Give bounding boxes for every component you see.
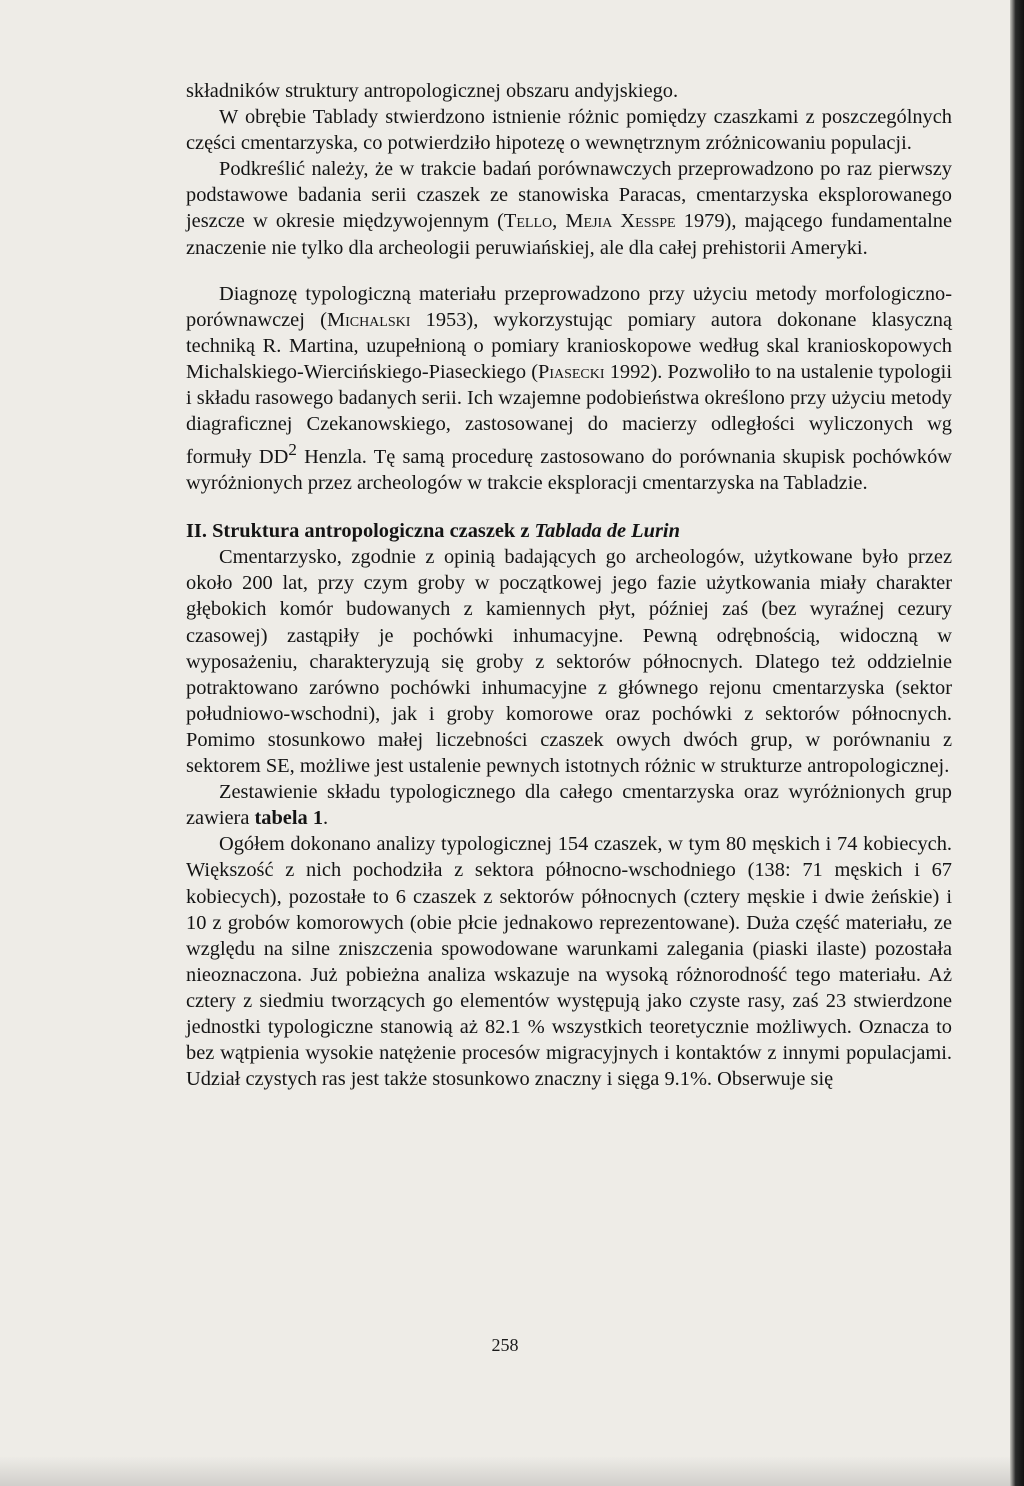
heading-text: II. Struktura antropologiczna czaszek z [186,520,535,543]
text-span: 1953), wykorzystując pomiary autora dokonane klasyczną techniką R. Martina, uzupełnioną o pomiary kranioskopowe według skal kranioskopowych Michalskiego-Wiercińskiego-Piaseckiego ( [186,308,952,383]
paragraph: Cmentarzysko, zgodnie z opinią badających go archeologów, użytkowane było przez około 200 lat, przy czym groby w początkowej jego fazie użytkowania miały charakter głębokich komór budowanych z kamiennych płyt, później zaś (bez wyraźnej cezury czasowej) zastąpiły je pochówki inhumacyjne. Pewną odrębnością, widoczną w wyposażeniu, charakteryzują się groby z sektorów północnych. Dlatego też oddzielnie potraktowano zarówno pochówki inhumacyjne z głównego rejonu cmentarzyska (sektor południowo-wschodni), jak i groby komorowe oraz pochówki z sektorów północnych. Pomimo stosunkowo małej liczebności czaszek owych dwóch grup, w porównaniu z sektorem SE, możliwe jest ustalenie pewnych istotnych różnic w strukturze antropologicznej. [186,546,952,778]
paragraph: W obrębie Tablady stwierdzono istnienie różnic pomiędzy czaszkami z poszczególnych części cmentarzyska, co potwierdziło hipotezę o wewnętrznym zróżnicowaniu populacji. [186,106,952,155]
text-span: 1979), mającego fundamentalne znaczenie nie tylko dla archeologii peruwiańskiej, ale dla całej prehistorii Ameryki. [186,210,952,259]
citation-authors: Tello, Mejia Xesspe [503,210,676,233]
paragraph [186,156,952,260]
paragraph-continuation: składników struktury antropologicznej obszaru andyjskiego. [186,80,679,102]
paragraph [186,281,952,497]
text-span: Diagnozę typologiczną materiału przeprowadzono przy użyciu metody morfologiczno-porównawczej ( [186,282,952,331]
text-span: Podkreślić należy, że w trakcie badań porównawczych przeprowadzono po raz pierwszy podstawowe badania serii czaszek ze stanowiska Paracas, cmentarzyska eksplorowanego jeszcze w okresie międzywojennym ( [186,158,952,233]
text-span: . [323,807,329,830]
section-heading [186,518,952,544]
superscript: 2 [288,440,297,460]
citation-author: Piasecki [537,360,605,383]
scan-shadow [0,1456,1010,1486]
text-span: Zestawienie składu typologicznego dla całego cmentarzyska oraz wyróżnionych grup zawiera [186,781,952,830]
paragraph: Ogółem dokonano analizy typologicznej 154 czaszek, w tym 80 męskich i 74 kobiecych. Większość z nich pochodziła z sektora północno-wschodniego (138: 71 męskich i 67 kobiecych), pozostałe to 6 czaszek z sektorów północnych (cztery męskie i dwie żeńskie) i 10 z grobów komorowych (obie płcie jednakowo reprezentowane). Duża część materiału, ze względu na silne zniszczenia spowodowane warunkami zalegania (piaski ilaste) pozostała nieoznaczona. Już pobieżna analiza wskazuje na wysoką różnorodność tego materiału. Aż cztery z siedmiu tworzących go elementów występują jako czyste rasy, zaś 23 stwierdzone jednostki typologiczne stanowią aż 82.1 % wszystkich teoretycznie możliwych. Oznacza to bez wątpienia wysokie natężenie procesów migracyjnych i kontaktów z innymi populacjami. Udział czystych ras jest także stosunkowo znaczny i sięga 9.1%. Obserwuje się [186,833,952,1091]
page-number: 258 [491,1335,519,1355]
citation-author: Michalski [326,308,411,331]
scan-edge [1010,0,1024,1486]
text-span: 1992). Pozwoliło to na ustalenie typologii i składu rasowego badanych serii. Ich wzajemne podobieństwa określono przy użyciu metody diagraficznej Czekanowskiego, zastosowanej do macierzy odległości wyliczonych wg formuły DD [186,360,952,469]
paragraph [186,779,952,831]
table-reference: tabela 1 [254,807,324,830]
body-text [186,78,952,1092]
heading-site-name: Tablada de Lurin [534,520,680,543]
text-span: Henzla. Tę samą procedurę zastosowano do porównania skupisk pochówków wyróżnionych przez archeologów w trakcie eksploracji cmentarzyska na Tabladzie. [186,446,952,495]
